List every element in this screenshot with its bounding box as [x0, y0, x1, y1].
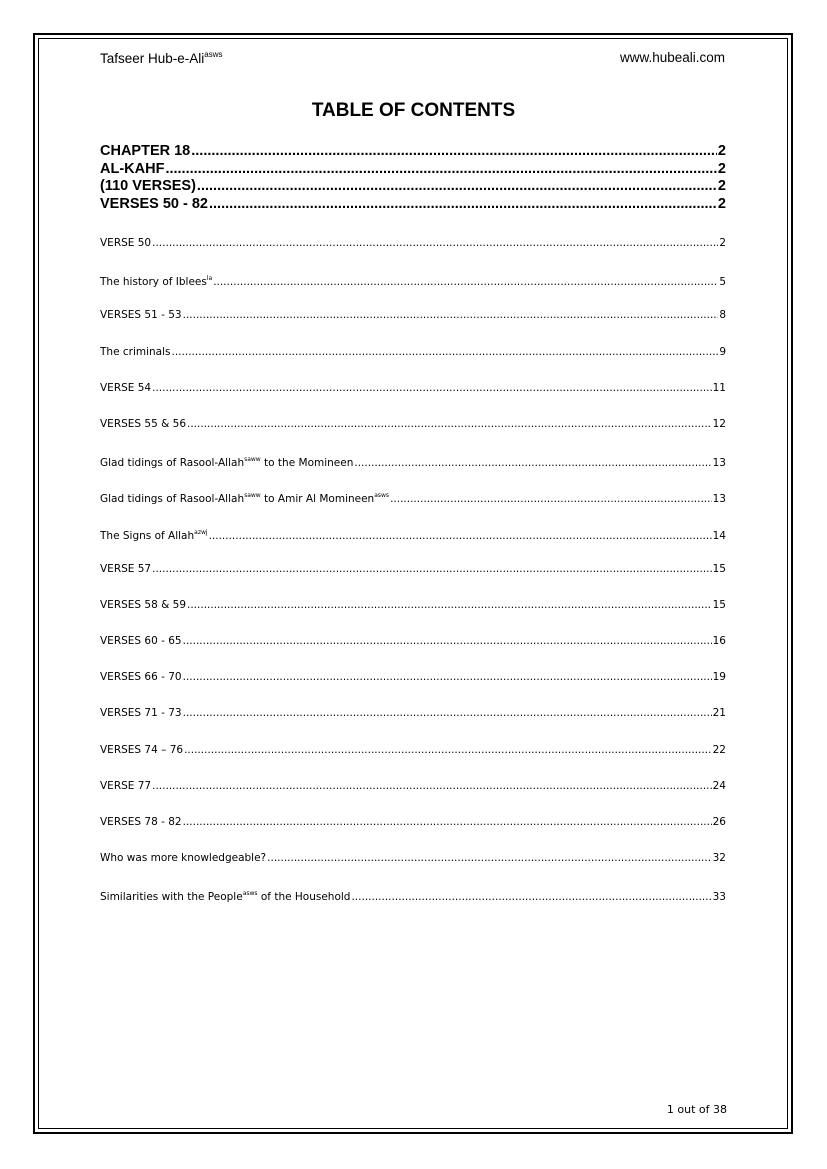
header-title-sup: asws: [204, 50, 223, 59]
toc-entry[interactable]: [100, 804, 726, 840]
toc-entry[interactable]: [100, 334, 726, 370]
toc-leader-dots: [152, 768, 712, 804]
toc-leader-dots: [165, 161, 716, 179]
toc-entry-label: [100, 695, 182, 731]
toc-entry-label: [100, 261, 212, 297]
toc-entry-label: [100, 732, 183, 768]
toc-entry-page: 13: [712, 493, 726, 506]
toc-entry-sup: asws: [374, 492, 390, 500]
toc-entry-text-after: of the Household: [257, 891, 351, 904]
toc-entry-label: [100, 551, 151, 587]
toc-entry-label: [100, 370, 151, 406]
toc-entry-label: [100, 225, 151, 261]
toc-entry[interactable]: [100, 732, 726, 768]
toc-entry-page: 14: [712, 529, 726, 542]
toc-entry[interactable]: [100, 370, 726, 406]
toc-leader-dots: [351, 879, 711, 912]
table-of-contents: [100, 143, 726, 913]
toc-entry-page: 5: [719, 276, 726, 289]
toc-leader-dots: [183, 804, 712, 840]
toc-entry-label: [100, 768, 151, 804]
toc-entry-text: VERSES 66 - 70: [100, 671, 182, 684]
toc-leader-dots: [152, 551, 712, 587]
toc-leader-dots: [354, 445, 711, 478]
toc-entry-text: VERSE 50: [100, 237, 152, 249]
toc-leader-dots: [172, 334, 719, 370]
toc-entry-text: VERSES 74 – 76: [100, 743, 184, 756]
toc-entry-sup: azwj: [194, 528, 208, 536]
toc-leader-dots: [191, 143, 717, 161]
toc-entry-text: VERSES 60 - 65: [100, 635, 182, 648]
toc-entry-text-after: to the Momineen: [260, 457, 354, 470]
toc-leader-dots: [183, 695, 712, 731]
toc-entry-label: [100, 587, 186, 623]
toc-major-entry[interactable]: [100, 178, 726, 196]
toc-entry[interactable]: [100, 768, 726, 804]
toc-entry-page: 9: [719, 345, 726, 358]
toc-entry-label: CHAPTER 18: [100, 143, 191, 159]
toc-entry[interactable]: [100, 478, 726, 514]
toc-leader-dots: [183, 623, 712, 659]
toc-entry-page: 33: [712, 891, 726, 904]
toc-entry-label: [100, 442, 353, 478]
toc-entry-text: VERSE 54: [100, 381, 152, 394]
toc-entry-text: VERSES 55 & 56: [100, 417, 186, 430]
toc-entry-label: [100, 478, 389, 514]
toc-entry-text: Who was more knowledgeable?: [100, 852, 267, 865]
toc-entry-page: 13: [712, 457, 726, 470]
toc-entry[interactable]: [100, 587, 726, 623]
header-title: [100, 50, 223, 66]
toc-leader-dots: [197, 178, 717, 196]
toc-entry-page: 11: [712, 381, 726, 394]
toc-leader-dots: [209, 196, 717, 214]
toc-entry-text: The history of Iblees: [100, 276, 207, 289]
toc-entry-page: 21: [712, 707, 726, 720]
toc-entry-text: Glad tidings of Rasool-Allah: [100, 493, 245, 506]
toc-entry-page: 12: [712, 417, 726, 430]
toc-entry-page: 2: [717, 143, 726, 159]
toc-entry-text: The Signs of Allah: [100, 529, 195, 542]
toc-entry-sup: la: [206, 275, 213, 283]
toc-entry-sup: saww: [244, 456, 261, 464]
toc-entry-sup: asws: [242, 890, 258, 898]
toc-leader-dots: [152, 225, 718, 261]
toc-leader-dots: [209, 518, 712, 551]
toc-entry[interactable]: [100, 515, 726, 551]
toc-leader-dots: [183, 297, 719, 333]
toc-leader-dots: [267, 840, 711, 876]
toc-entry-label: [100, 840, 266, 876]
toc-leader-dots: [183, 659, 712, 695]
toc-entry-text: Glad tidings of Rasool-Allah: [100, 457, 245, 470]
toc-entry-page: 26: [712, 816, 726, 828]
toc-entry[interactable]: [100, 406, 726, 442]
toc-entry-text: VERSE 57: [100, 562, 152, 575]
toc-leader-dots: [187, 587, 712, 623]
toc-entry-label: (110 VERSES): [100, 178, 196, 194]
toc-entry-label: [100, 334, 171, 370]
toc-major-entry[interactable]: [100, 196, 726, 214]
toc-leader-dots: [187, 406, 712, 442]
toc-entry-page: 8: [719, 309, 726, 322]
toc-entry[interactable]: [100, 442, 726, 478]
toc-entry-label: VERSES 50 - 82: [100, 195, 208, 212]
toc-entry-label: [100, 876, 350, 912]
toc-leader-dots: [184, 732, 712, 768]
toc-entry-label: [100, 297, 182, 333]
toc-entry-page: 15: [712, 598, 726, 611]
toc-entry[interactable]: [100, 261, 726, 297]
toc-entry[interactable]: [100, 840, 726, 876]
toc-entry-page: 24: [712, 779, 726, 792]
toc-entry-text: VERSES 51 - 53: [100, 309, 182, 322]
toc-entry-label: [100, 406, 186, 442]
header-website: www.hubeali.com: [619, 50, 725, 65]
toc-entry-label: [100, 804, 182, 840]
toc-entry[interactable]: [100, 695, 726, 731]
toc-entry[interactable]: [100, 297, 726, 333]
toc-entry-text: Similarities with the People: [100, 891, 243, 904]
toc-leader-dots: [213, 264, 718, 297]
toc-entry-sup: saww: [244, 492, 261, 500]
toc-entry-page: 2: [717, 160, 726, 177]
toc-entry-text: VERSES 58 & 59: [100, 598, 186, 611]
toc-major-entry[interactable]: [100, 143, 726, 161]
toc-entry-page: 2: [717, 178, 726, 194]
toc-entry-label: [100, 515, 208, 551]
toc-entry-page: 2: [717, 195, 726, 212]
toc-entry-page: 16: [712, 635, 726, 648]
toc-entry-text: VERSES 71 - 73: [100, 707, 182, 720]
toc-entry-label: [100, 659, 182, 695]
toc-entry-label: AL-KAHF: [100, 160, 165, 177]
toc-entry-page: 22: [712, 743, 726, 756]
toc-entry-text: VERSES 78 - 82: [100, 816, 182, 828]
toc-entry-text: VERSE 77: [100, 779, 152, 792]
toc-entry[interactable]: [100, 876, 726, 912]
page-number: 1 out of 38: [666, 1103, 727, 1116]
toc-entry-page: 32: [712, 852, 726, 865]
header-title-text: Tafseer Hub-e-Ali: [100, 51, 205, 66]
toc-entry-page: 2: [719, 237, 726, 249]
toc-entry[interactable]: [100, 659, 726, 695]
toc-major-entry[interactable]: [100, 161, 726, 179]
toc-leader-dots: [152, 370, 712, 406]
toc-entry[interactable]: [100, 225, 726, 261]
toc-entry-page: 15: [712, 562, 726, 575]
toc-entry-text: The criminals: [100, 345, 171, 358]
toc-leader-dots: [390, 481, 712, 514]
toc-entry[interactable]: [100, 551, 726, 587]
toc-entry-label: [100, 623, 182, 659]
toc-heading: TABLE OF CONTENTS: [311, 100, 516, 121]
toc-entry[interactable]: [100, 623, 726, 659]
toc-entry-text-after: to Amir Al Momineen: [260, 493, 375, 506]
toc-entry-page: 19: [712, 671, 726, 684]
